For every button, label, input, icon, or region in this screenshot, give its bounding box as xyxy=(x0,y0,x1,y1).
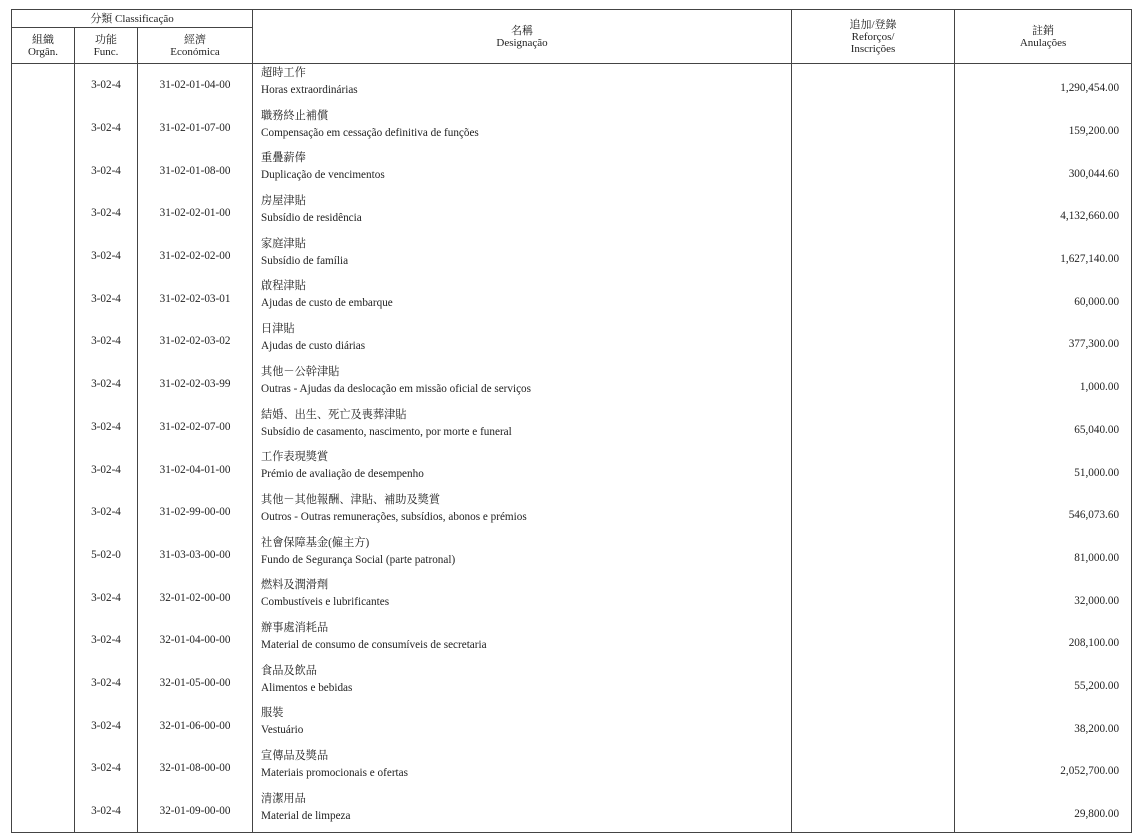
table-row xyxy=(12,235,1132,278)
designation-cell xyxy=(253,320,792,363)
econ-code-cell: 31-02-02-01-00 xyxy=(138,192,253,235)
organ-cell xyxy=(12,662,75,705)
reforco-cell xyxy=(792,149,955,192)
designation-pt: Material de consumo de consumíveis de secretaria xyxy=(261,638,487,651)
reforco-cell xyxy=(792,235,955,278)
table-row xyxy=(12,790,1132,833)
anulacao-cell: 29,800.00 xyxy=(955,790,1132,833)
designation-pt: Fundo de Segurança Social (parte patronal) xyxy=(261,553,456,566)
organ-cell xyxy=(12,107,75,150)
econ-code-cell: 31-02-99-00-00 xyxy=(138,491,253,534)
designation-cell xyxy=(253,448,792,491)
anulacao-cell: 81,000.00 xyxy=(955,534,1132,577)
reforco-cell xyxy=(792,662,955,705)
designation-pt: Subsídio de casamento, nascimento, por morte e funeral xyxy=(261,425,512,438)
func-code-cell: 3-02-4 xyxy=(75,64,138,107)
designation-pt: Ajudas de custo diárias xyxy=(261,340,366,353)
reforco-cell xyxy=(792,192,955,235)
designation-pt: Alimentos e bebidas xyxy=(261,681,353,694)
organ-cell xyxy=(12,448,75,491)
designation-pt: Duplicação de vencimentos xyxy=(261,169,385,182)
organ-cell xyxy=(12,534,75,577)
anulacao-cell: 1,000.00 xyxy=(955,363,1132,406)
designation-cell xyxy=(253,491,792,534)
designation-cell xyxy=(253,790,792,833)
organ-cell xyxy=(12,235,75,278)
designation-zh: 職務終止補償 xyxy=(261,109,329,122)
designation-zh: 社會保障基金(僱主方) xyxy=(261,536,370,549)
table-row xyxy=(12,534,1132,577)
designation-cell xyxy=(253,277,792,320)
table-row xyxy=(12,277,1132,320)
anulacoes-header xyxy=(955,10,1132,64)
anulacao-cell: 1,627,140.00 xyxy=(955,235,1132,278)
table-row xyxy=(12,406,1132,449)
reforco-cell xyxy=(792,406,955,449)
designation-cell xyxy=(253,534,792,577)
designation-pt: Outras - Ajudas da deslocação em missão oficial de serviços xyxy=(261,382,531,395)
designation-zh: 日津貼 xyxy=(261,323,295,336)
func-code-cell: 3-02-4 xyxy=(75,406,138,449)
designation-header-zh: 名稱 xyxy=(511,24,534,37)
reforco-cell xyxy=(792,534,955,577)
func-header-zh: 功能 xyxy=(95,33,117,46)
designation-zh: 啟程津貼 xyxy=(261,280,306,293)
econ-header-pt: Económica xyxy=(170,45,220,58)
func-code-cell: 3-02-4 xyxy=(75,107,138,150)
econ-code-cell: 31-02-02-03-01 xyxy=(138,277,253,320)
designation-cell xyxy=(253,747,792,790)
anulacoes-header-pt: Anulações xyxy=(1019,36,1067,49)
func-code-cell: 5-02-0 xyxy=(75,534,138,577)
designation-cell xyxy=(253,662,792,705)
econ-code-cell: 32-01-05-00-00 xyxy=(138,662,253,705)
organ-header-pt: Orgân. xyxy=(27,45,59,58)
designation-zh: 清潔用品 xyxy=(261,792,306,805)
econ-code-cell: 31-02-02-03-99 xyxy=(138,363,253,406)
func-code-cell: 3-02-4 xyxy=(75,576,138,619)
designation-pt: Subsídio de família xyxy=(261,254,349,267)
econ-code-cell: 31-03-03-00-00 xyxy=(138,534,253,577)
reforco-cell xyxy=(792,704,955,747)
organ-header-zh: 組織 xyxy=(32,33,54,46)
designation-zh: 其他－公幹津貼 xyxy=(261,365,340,378)
designation-zh: 其他－其他報酬、津貼、補助及獎賞 xyxy=(261,493,441,506)
func-code-cell: 3-02-4 xyxy=(75,363,138,406)
designation-zh: 重疊薪俸 xyxy=(261,152,306,165)
reforcos-header xyxy=(792,10,955,64)
anulacao-cell: 2,052,700.00 xyxy=(955,747,1132,790)
anulacao-cell: 159,200.00 xyxy=(955,107,1132,150)
econ-code-cell: 31-02-01-08-00 xyxy=(138,149,253,192)
budget-table xyxy=(11,9,1132,833)
designation-cell xyxy=(253,704,792,747)
organ-header xyxy=(12,28,75,64)
table-row xyxy=(12,747,1132,790)
table-row xyxy=(12,491,1132,534)
func-code-cell: 3-02-4 xyxy=(75,662,138,705)
designation-cell xyxy=(253,107,792,150)
reforco-cell xyxy=(792,448,955,491)
designation-zh: 房屋津貼 xyxy=(261,195,306,208)
table-row xyxy=(12,363,1132,406)
budget-table-sheet xyxy=(11,9,1131,822)
designation-zh: 工作表現獎賞 xyxy=(261,451,329,464)
anulacao-cell: 38,200.00 xyxy=(955,704,1132,747)
designation-pt: Subsídio de residência xyxy=(261,212,362,225)
anulacao-cell: 51,000.00 xyxy=(955,448,1132,491)
table-row xyxy=(12,576,1132,619)
econ-code-cell: 32-01-06-00-00 xyxy=(138,704,253,747)
reforco-cell xyxy=(792,363,955,406)
func-header-pt: Func. xyxy=(93,45,119,58)
designation-pt: Outros - Outras remunerações, subsídios, abonos e prémios xyxy=(261,510,527,523)
designation-pt: Compensação em cessação definitiva de funções xyxy=(261,126,479,139)
table-row xyxy=(12,149,1132,192)
econ-code-cell: 32-01-04-00-00 xyxy=(138,619,253,662)
classification-header: 分類 Classificação xyxy=(12,10,253,28)
reforco-cell xyxy=(792,747,955,790)
func-code-cell: 3-02-4 xyxy=(75,192,138,235)
anulacao-cell: 546,073.60 xyxy=(955,491,1132,534)
anulacao-cell: 65,040.00 xyxy=(955,406,1132,449)
reforco-cell xyxy=(792,277,955,320)
organ-cell xyxy=(12,619,75,662)
designation-zh: 食品及飲品 xyxy=(261,664,317,677)
designation-pt: Combustíveis e lubrificantes xyxy=(261,596,390,609)
table-row xyxy=(12,448,1132,491)
econ-code-cell: 31-02-04-01-00 xyxy=(138,448,253,491)
designation-zh: 家庭津貼 xyxy=(261,237,306,250)
func-code-cell: 3-02-4 xyxy=(75,491,138,534)
designation-pt: Ajudas de custo de embarque xyxy=(261,297,393,310)
table-row xyxy=(12,192,1132,235)
anulacoes-header-zh: 註銷 xyxy=(1032,24,1055,37)
designation-cell xyxy=(253,149,792,192)
reforco-cell xyxy=(792,576,955,619)
reforcos-header-pt1: Reforços/ xyxy=(851,30,895,43)
reforcos-header-pt2: Inscrições xyxy=(850,42,896,55)
designation-cell xyxy=(253,619,792,662)
designation-cell xyxy=(253,64,792,107)
organ-cell xyxy=(12,363,75,406)
func-code-cell: 3-02-4 xyxy=(75,320,138,363)
econ-code-cell: 32-01-02-00-00 xyxy=(138,576,253,619)
reforco-cell xyxy=(792,320,955,363)
designation-zh: 結婚、出生、死亡及喪葬津貼 xyxy=(261,408,407,421)
anulacao-cell: 377,300.00 xyxy=(955,320,1132,363)
econ-code-cell: 32-01-09-00-00 xyxy=(138,790,253,833)
designation-cell xyxy=(253,235,792,278)
designation-zh: 辦事處消耗品 xyxy=(261,621,329,634)
anulacao-cell: 4,132,660.00 xyxy=(955,192,1132,235)
func-code-cell: 3-02-4 xyxy=(75,277,138,320)
organ-cell xyxy=(12,491,75,534)
econ-code-cell: 31-02-02-03-02 xyxy=(138,320,253,363)
anulacao-cell: 60,000.00 xyxy=(955,277,1132,320)
designation-header xyxy=(253,10,792,64)
designation-cell xyxy=(253,576,792,619)
designation-zh: 宣傳品及獎品 xyxy=(261,750,329,762)
reforco-cell xyxy=(792,491,955,534)
func-code-cell: 3-02-4 xyxy=(75,149,138,192)
econ-header xyxy=(138,28,253,64)
designation-header-pt: Designação xyxy=(496,36,548,49)
table-row xyxy=(12,64,1132,107)
organ-cell xyxy=(12,747,75,790)
func-code-cell: 3-02-4 xyxy=(75,235,138,278)
designation-zh: 服裝 xyxy=(261,707,284,720)
econ-code-cell: 31-02-02-07-00 xyxy=(138,406,253,449)
designation-zh: 超時工作 xyxy=(261,67,306,79)
reforco-cell xyxy=(792,790,955,833)
reforco-cell xyxy=(792,64,955,107)
func-code-cell: 3-02-4 xyxy=(75,790,138,833)
designation-pt: Materiais promocionais e ofertas xyxy=(261,767,408,779)
organ-cell xyxy=(12,406,75,449)
econ-code-cell: 31-02-01-07-00 xyxy=(138,107,253,150)
designation-pt: Prémio de avaliação de desempenho xyxy=(261,468,424,481)
designation-pt: Horas extraordinárias xyxy=(261,84,358,96)
designation-zh: 燃料及潤滑劑 xyxy=(261,579,329,592)
func-code-cell: 3-02-4 xyxy=(75,704,138,747)
organ-cell xyxy=(12,192,75,235)
anulacao-cell: 208,100.00 xyxy=(955,619,1132,662)
organ-cell xyxy=(12,320,75,363)
reforco-cell xyxy=(792,619,955,662)
designation-cell xyxy=(253,363,792,406)
designation-pt: Material de limpeza xyxy=(261,809,351,822)
anulacao-cell: 32,000.00 xyxy=(955,576,1132,619)
designation-pt: Vestuário xyxy=(261,724,304,737)
anulacao-cell: 1,290,454.00 xyxy=(955,64,1132,107)
reforcos-header-zh: 追加/登錄 xyxy=(849,18,897,31)
table-row xyxy=(12,662,1132,705)
econ-header-zh: 經濟 xyxy=(184,33,207,46)
reforco-cell xyxy=(792,107,955,150)
func-code-cell: 3-02-4 xyxy=(75,619,138,662)
designation-cell xyxy=(253,406,792,449)
table-row xyxy=(12,619,1132,662)
designation-cell xyxy=(253,192,792,235)
func-code-cell: 3-02-4 xyxy=(75,448,138,491)
organ-cell xyxy=(12,277,75,320)
organ-cell xyxy=(12,149,75,192)
anulacao-cell: 55,200.00 xyxy=(955,662,1132,705)
table-row xyxy=(12,704,1132,747)
anulacao-cell: 300,044.60 xyxy=(955,149,1132,192)
organ-cell xyxy=(12,704,75,747)
econ-code-cell: 31-02-01-04-00 xyxy=(138,64,253,107)
organ-cell xyxy=(12,790,75,833)
table-header xyxy=(12,10,1132,64)
econ-code-cell: 32-01-08-00-00 xyxy=(138,747,253,790)
func-header xyxy=(75,28,138,64)
table-row xyxy=(12,320,1132,363)
organ-cell xyxy=(12,576,75,619)
table-row xyxy=(12,107,1132,150)
econ-code-cell: 31-02-02-02-00 xyxy=(138,235,253,278)
organ-cell xyxy=(12,64,75,107)
table-body xyxy=(12,64,1132,833)
func-code-cell: 3-02-4 xyxy=(75,747,138,790)
